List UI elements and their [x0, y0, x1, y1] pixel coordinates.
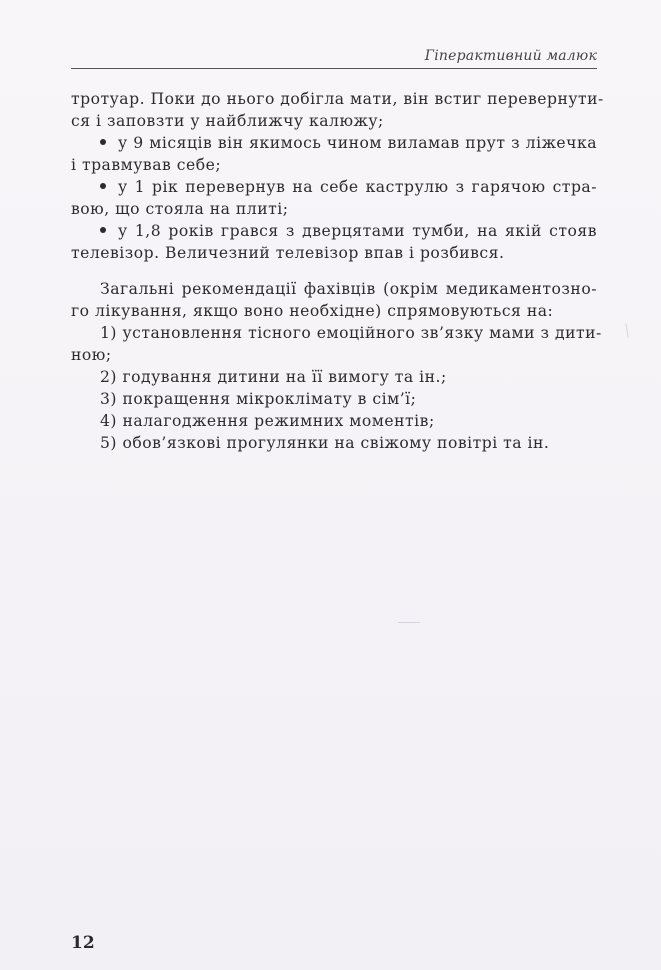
page-body [71, 88, 604, 454]
numbered-item: 1) установлення тісного емоційного зв’язку мами з дити- [100, 324, 602, 342]
bullet-icon [100, 139, 106, 145]
page-number: 12 [71, 933, 95, 953]
bullet-text: у 1 рік перевернув на себе каструлю з гарячою стра- [118, 178, 597, 196]
bullet-text: у 9 місяців він якимось чином виламав прут з ліжечка [118, 134, 597, 152]
bullet-icon [100, 183, 106, 189]
numbered-item: 3) покращення мікроклімату в сім’ї; [100, 390, 417, 408]
text-line: вою, що стояла на плиті; [71, 200, 289, 218]
bullet-item [71, 220, 597, 242]
text-line: тротуар. Поки до нього добігла мати, він встиг перевернути- [71, 90, 604, 108]
bullet-text: у 1,8 років грався з дверцятами тумби, на якій стояв [118, 222, 597, 240]
running-head: Гіперактивний малюк [424, 48, 597, 64]
text-line: Загальні рекомендації фахівців (окрім медикаментозно- [100, 280, 597, 298]
text-line: ся і заповзти у найближчу калюжу; [71, 112, 384, 130]
paragraph-gap [71, 264, 597, 278]
numbered-item: 4) налагодження режимних моментів; [100, 412, 435, 430]
numbered-item: 2) годування дитини на її вимогу та ін.; [100, 368, 447, 386]
text-line: го лікування, якщо воно необхідне) спрямовуються на: [71, 302, 554, 320]
paper-mark [398, 622, 420, 623]
bullet-icon [100, 227, 106, 233]
paper-mark [625, 324, 628, 338]
text-line: ною; [71, 346, 112, 364]
bullet-item [71, 176, 597, 198]
text-line: телевізор. Величезний телевізор впав і розбився. [71, 244, 505, 262]
header-rule [71, 68, 597, 69]
text-line: і травмував себе; [71, 156, 222, 174]
bullet-item [71, 132, 597, 154]
numbered-item: 5) обов’язкові прогулянки на свіжому повітрі та ін. [100, 434, 550, 452]
